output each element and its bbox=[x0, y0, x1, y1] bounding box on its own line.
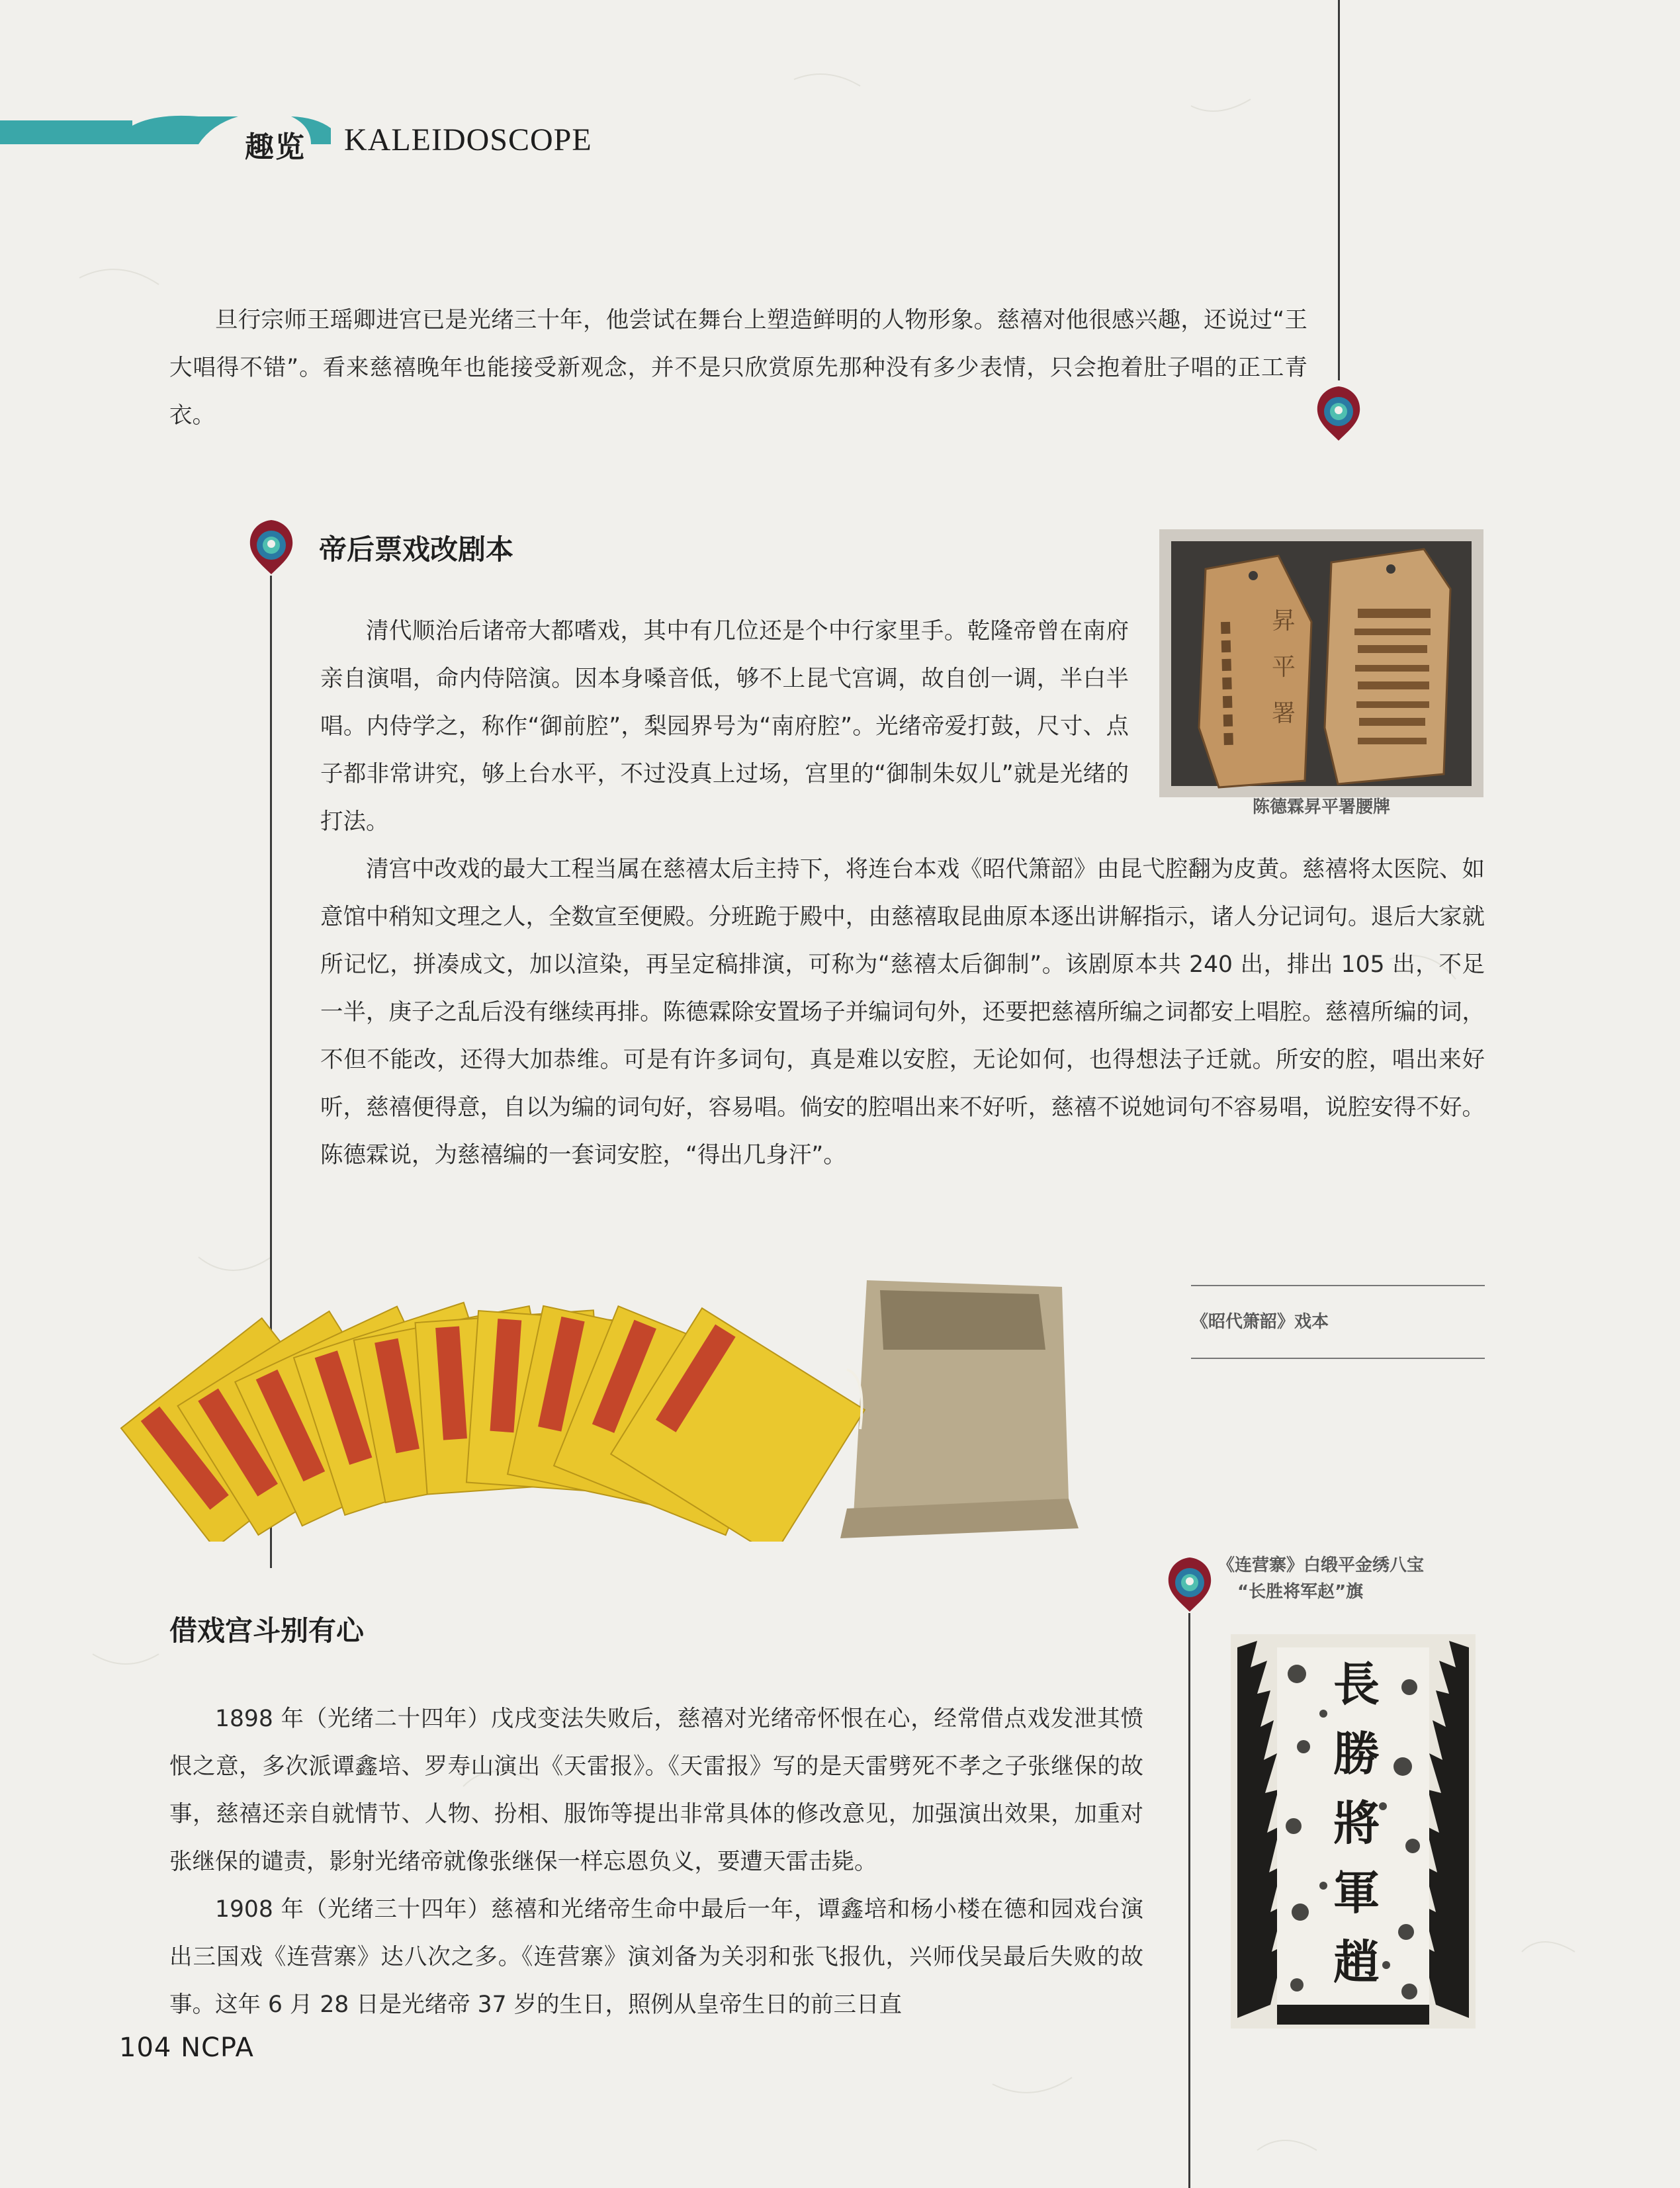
book-stack bbox=[121, 1303, 865, 1542]
flag-caption-line2: “长胜将军赵”旗 bbox=[1237, 1582, 1364, 1602]
section1-paragraph2: 清宫中改戏的最大工程当属在慈禧太后主持下，将连台本戏《昭代箫韶》由昆弋腔翻为皮黄。慈禧将太医院、如意馆中稍知文理之人，全数宣至便殿。分班跪于殿中，由慈禧取昆曲原本逐出讲解指示，诸人分记词句。退后大家就所记忆，拼凑成文，加以渲染，再呈定稿排演，可称为“慈禧太后御制”。该剧原本共 240 出，排出 105 出，不足一半，庚子之乱后没有继续再排。陈德霖除安置场子并编词句外，还要把慈禧所编之词都安上唱腔。慈禧所编的词，不但不能改，还得大加恭维。可是有许多词句，真是难以安腔，无论如何，也得想法子迁就。所安的腔，唱出来好听，慈禧便得意，自以为编的词句好，容易唱。倘安的腔唱出来不好听，慈禧不说她词句不容易唱，说腔安得不好。陈德霖说，为慈禧编的一套词安腔，“得出几身汗”。 bbox=[320, 856, 1485, 1168]
page-folio: 104 NCPA bbox=[119, 2033, 254, 2063]
books-caption-rule-top bbox=[1191, 1285, 1485, 1286]
flag-char: 趙 bbox=[1333, 1935, 1380, 1990]
plaque-caption: 陈德霖昇平署腰牌 bbox=[1252, 797, 1390, 817]
section2-body bbox=[169, 1695, 1143, 2029]
plaque-left bbox=[1199, 556, 1311, 787]
books-photo bbox=[106, 1231, 1098, 1542]
intro-paragraph: 旦行宗师王瑶卿进宫已是光绪三十年，他尝试在舞台上塑造鲜明的人物形象。慈禧对他很感兴趣，还说过“王大唱得不错”。看来慈禧晚年也能接受新观念，并不是只欣赏原先那种没有多少表情，只会抱着肚子唱的正工青衣。 bbox=[169, 307, 1307, 429]
plaque-photo bbox=[1159, 529, 1483, 797]
ornament-line-top bbox=[1338, 0, 1340, 380]
section1-paragraph1: 清代顺治后诸帝大都嗜戏，其中有几位还是个中行家里手。乾隆帝曾在南府亲自演唱，命内侍陪演。因本身嗓音低，够不上昆弋宫调，故自创一调，半白半唱。内侍学之，称作“御前腔”，梨园界号为“南府腔”。光绪帝爱打鼓，尺寸、点子都非常讲究，够上台水平，不过没真上过场，宫里的“御制朱奴儿”就是光绪的打法。 bbox=[320, 618, 1129, 835]
cloud-ornament-icon bbox=[1165, 1555, 1215, 1614]
plaque-char: 昇 bbox=[1272, 607, 1296, 635]
section-label-cn: 趣览 bbox=[245, 130, 306, 164]
section1-heading: 帝后票戏改剧本 bbox=[319, 533, 514, 566]
flag-char: 軍 bbox=[1333, 1865, 1380, 1920]
flag-caption bbox=[1217, 1552, 1495, 1605]
books-caption-rule-bottom bbox=[1191, 1358, 1485, 1359]
section2-paragraph1: 1898 年（光绪二十四年）戊戌变法失败后，慈禧对光绪帝怀恨在心，经常借点戏发泄其愤恨之意，多次派谭鑫培、罗寿山演出《天雷报》。《天雷报》写的是天雷劈死不孝之子张继保的故事，慈禧还亲自就情节、人物、扮相、服饰等提出非常具体的修改意见，加强演出效果，加重对张继保的谴责，影射光绪帝就像张继保一样忘恩负义，要遭天雷击毙。 bbox=[169, 1706, 1143, 1875]
cloud-ornament-icon bbox=[1313, 384, 1364, 443]
flag-char: 長 bbox=[1333, 1657, 1380, 1712]
books-caption: 《昭代箫韶》戏本 bbox=[1191, 1312, 1329, 1332]
flag-char: 勝 bbox=[1333, 1726, 1380, 1781]
plaque-right bbox=[1325, 549, 1450, 784]
ornament-line-right bbox=[1188, 1613, 1190, 2188]
section2-heading: 借戏宫斗别有心 bbox=[169, 1614, 365, 1647]
cloud-ornament-icon bbox=[246, 517, 296, 577]
flag-char: 將 bbox=[1333, 1796, 1380, 1851]
section2-paragraph2: 1908 年（光绪三十四年）慈禧和光绪帝生命中最后一年，谭鑫培和杨小楼在德和园戏台演出三国戏《连营寨》达八次之多。《连营寨》演刘备为关羽和张飞报仇，兴师伐吴最后失败的故事。这年 6 月 28 日是光绪帝 37 岁的生日，照例从皇帝生日的前三日直 bbox=[169, 1896, 1143, 2018]
flag-caption-line1: 《连营寨》白缎平金绣八宝 bbox=[1217, 1555, 1425, 1575]
section-label-en: KALEIDOSCOPE bbox=[344, 122, 592, 157]
plaque-char: 平 bbox=[1272, 654, 1296, 681]
flag-photo bbox=[1231, 1634, 1476, 2029]
plaque-char: 署 bbox=[1272, 700, 1296, 727]
